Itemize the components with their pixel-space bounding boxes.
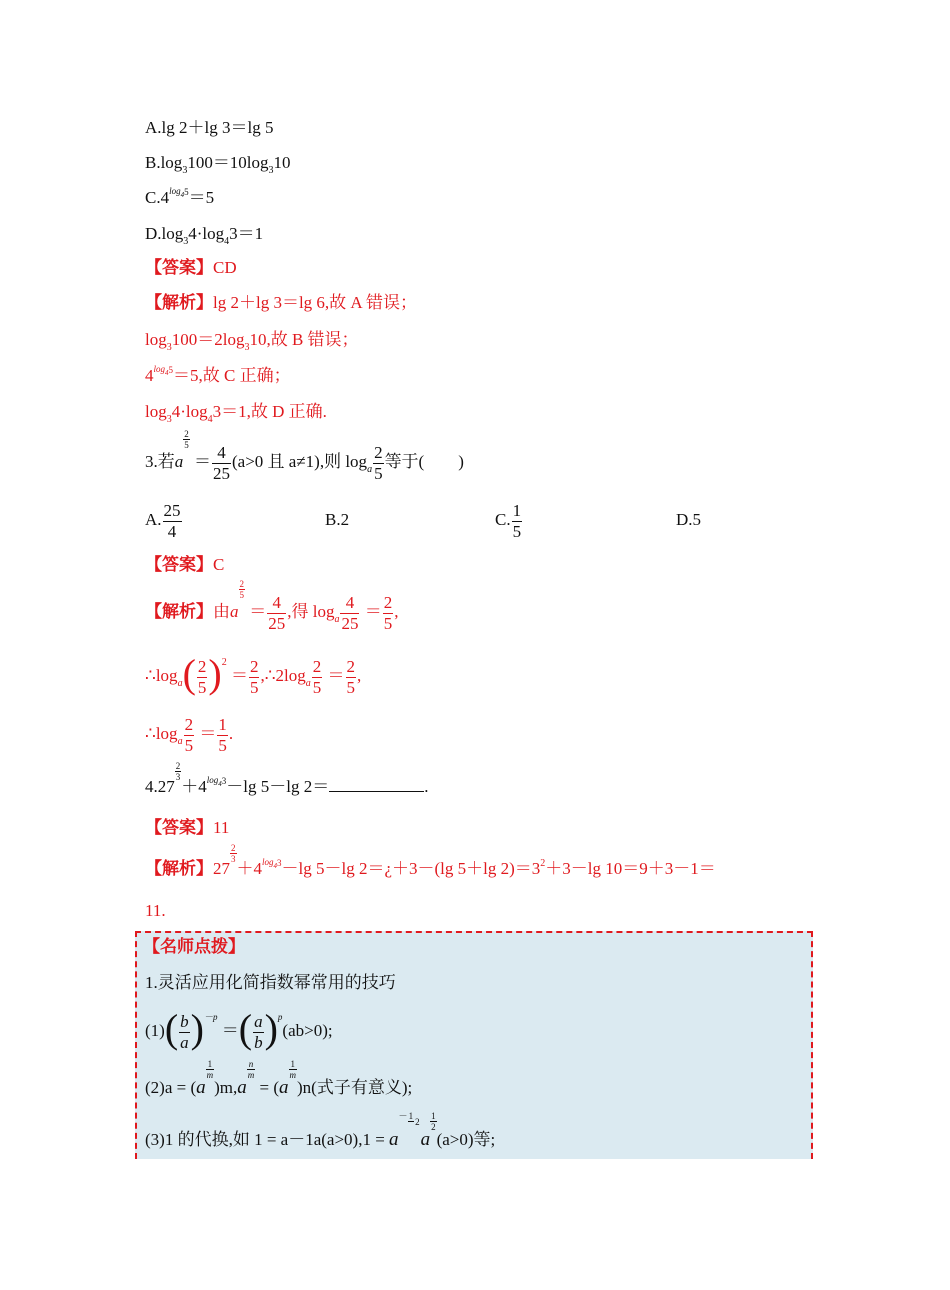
q2-analysis-2: $\log_3100=2\log_310$,故 B 错误；	[145, 330, 359, 353]
q2-analysis-1: 【解析】lg 2＋lg 3＝lg 6,故 A 错误；	[145, 293, 418, 312]
answer-blank	[329, 777, 424, 792]
q4-analysis-2: 11.	[145, 901, 166, 920]
q3-option-d: D.5	[676, 510, 702, 529]
tip-formula-1: (1)( $\frac{b}{a}$ )$^{-p}$ ＝( $\frac{a}{b}$ )$^p$(ab>0);	[145, 1006, 333, 1052]
q2-answer: 【答案】CD	[145, 258, 237, 277]
q3-analysis-2: $\therefore\log_a$( $\frac{2}{5}$ )$^2$ ＝ $\frac{2}{5}$ $,\therefore 2\log_a$ $\frac{2}{5}$ ＝ $\frac{2}{5}$ ,	[145, 651, 362, 697]
q4-answer: 【答案】11	[145, 818, 230, 837]
q3-option-b: B.2	[325, 510, 350, 529]
q3-analysis-1: 【解析】由a $\frac{2}{5}$ ＝ $\frac{4}{25}$ ,得 $\log_a$ $\frac{4}{25}$ ＝ $\frac{2}{5}$ ,	[145, 579, 399, 633]
tip-item-1: 1.灵活应用化简指数幂常用的技巧	[145, 973, 396, 992]
q2-option-c: $C.4^{log45}=5$	[145, 186, 215, 207]
q2-option-d: $D.\log_34\cdot\log_43=1$	[145, 224, 264, 247]
q3-analysis-3: $\therefore\log_a$ $\frac{2}{5}$ ＝ $\frac{1}{5}$ .	[145, 714, 234, 755]
q2-analysis-3: $4^{log45}=5$,故 C 正确；	[145, 364, 291, 385]
tip-formula-3: (3)1 的代换,如 1 = a－1a(a>0),1 = a－1 2 a $\frac{1}{2}$ (a>0)等;	[145, 1111, 496, 1150]
q3-stem: 3.若a $\frac{2}{5}$ ＝ $\frac{4}{25}$ (a>0 且 a≠1),则 $\log_a$ $\frac{2}{5}$ 等于( )	[145, 429, 464, 483]
q3-answer: 【答案】C	[145, 555, 225, 574]
q3-option-a: A. $\frac{25}{4}$	[145, 500, 181, 541]
tip-formula-2: (2)a = (a $\frac{1}{m}$ )m,a $\frac{n}{m}$ = (a $\frac{1}{m}$ )n(式子有意义);	[145, 1059, 413, 1098]
q2-option-b: $B.\log_3100=10\log_310$	[145, 153, 291, 176]
q4-analysis-1: 【解析】27 $\frac{2}{3}$ $+4^{log43}-\lg$ 5－lg 2＝¿＋3－(lg 5＋lg $2)=3^2+3-\lg$ 10＝9＋3－1＝	[145, 843, 716, 878]
tip-title: 【名师点拨】	[143, 937, 245, 956]
q2-analysis-4: $\log_34\cdot\log_43=1$,故 D 正确.	[145, 402, 327, 425]
q2-option-a: A.lg 2＋lg 3＝lg 5	[145, 118, 274, 137]
q4-stem: 4.27 $\frac{2}{3}$ $+4^{log43}-\lg$ 5－lg 2＝ .	[145, 761, 429, 796]
q3-option-c: C. $\frac{1}{5}$	[495, 500, 522, 541]
